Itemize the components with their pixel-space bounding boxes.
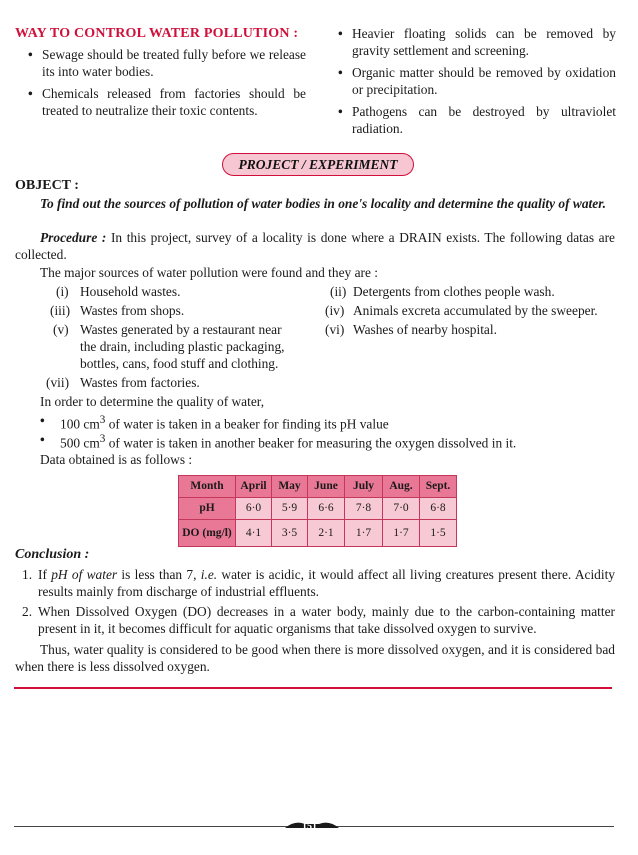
table-cell: 5·9 (272, 498, 308, 520)
table-cell: 6·6 (308, 498, 345, 520)
procedure-label: Procedure : (40, 230, 107, 245)
conclusion-summary: Thus, water quality is considered to be good when there is more dissolved oxygen, and it is considered bad when there is less dissolved oxygen. (15, 642, 615, 674)
table-cell: 2·1 (308, 520, 345, 547)
object-text: To find out the sources of pollution of water bodies in one's locality and determine the quality of water. (40, 196, 607, 211)
bullet-icon: • (40, 432, 45, 447)
table-header-cell: Month (179, 476, 236, 498)
table-header-cell: Sept. (420, 476, 457, 498)
section-heading-control-pollution: WAY TO CONTROL WATER POLLUTION : (15, 26, 299, 41)
table-cell: 3·5 (272, 520, 308, 547)
list-item-text: Wastes generated by a restaurant near the drain, including plastic packaging, bottles, cans, food stuff and clothing. (80, 322, 285, 371)
list-item: (iv) (325, 303, 345, 318)
table-row-label: pH (179, 498, 236, 520)
project-experiment-banner: PROJECT / EXPERIMENT (222, 153, 414, 176)
page-number: 151 (302, 821, 317, 832)
list-item: (ii) (330, 284, 347, 299)
table-header-cell: April (236, 476, 272, 498)
table-cell: 4·1 (236, 520, 272, 547)
sources-intro: The major sources of water pollution were found and they are : (40, 265, 378, 280)
footer-line-left (14, 826, 290, 827)
list-item: • 500 $cm^3$ of water is taken in another beaker for measuring the oxygen dissolved in it. (40, 432, 517, 451)
list-item: 1. If pH of water is less than 7, i.e. water is acidic, it would affect all living creatures present there. Acidity results mainly from discharge of industrial effluents. (22, 567, 615, 599)
bullet-icon: • (28, 47, 33, 62)
object-heading: OBJECT : (15, 178, 79, 193)
table-header-cell: May (272, 476, 308, 498)
list-item: • Pathogens can be destroyed by ultraviolet radiation. (338, 104, 616, 136)
data-intro: Data obtained is as follows : (40, 452, 193, 467)
bullet-icon: • (40, 413, 45, 428)
table-header-row (179, 476, 457, 498)
bullet-icon: • (338, 65, 343, 80)
table-cell: 7·8 (345, 498, 383, 520)
list-item: • Organic matter should be removed by oxidation or precipitation. (338, 65, 616, 97)
list-item-text: Detergents from clothes people wash. (353, 284, 555, 299)
list-item: (iii) (50, 303, 71, 318)
table-cell: 1·5 (420, 520, 457, 547)
table-row-label: DO (mg/l) (179, 520, 236, 547)
list-item-text: Wastes from factories. (80, 375, 200, 390)
list-item: (vi) (325, 322, 345, 337)
list-item: • 100 $cm^3$ of water is taken in a beaker for finding its pH value (40, 413, 389, 432)
table-row (179, 498, 457, 520)
table-row (179, 520, 457, 547)
list-item: • Sewage should be treated fully before we release its into water bodies. (28, 47, 306, 79)
quality-intro: In order to determine the quality of water, (40, 394, 265, 409)
table-cell: 1·7 (383, 520, 420, 547)
table-cell: 6·0 (236, 498, 272, 520)
list-item: 2. When Dissolved Oxygen (DO) decreases in a water body, mainly due to the carbon-containing matter present in it, it becomes difficult for aquatic organisms that take dissolved oxygen to survive. (22, 604, 615, 636)
bullet-icon: • (28, 86, 33, 101)
table-header-cell: June (308, 476, 345, 498)
list-item-text: Animals excreta accumulated by the sweeper. (353, 303, 598, 318)
list-item: • Heavier floating solids can be removed by gravity settlement and screening. (338, 26, 616, 58)
footer-line-right (332, 826, 614, 827)
water-quality-table (178, 475, 457, 547)
list-item: (vii) (46, 375, 70, 390)
list-item: • Chemicals released from factories should be treated to neutralize their toxic contents. (28, 86, 306, 118)
list-item: (v) (53, 322, 69, 337)
list-item-text: Household wastes. (80, 284, 181, 299)
list-item-text: Washes of nearby hospital. (353, 322, 497, 337)
bullet-icon: • (338, 26, 343, 41)
conclusion-heading: Conclusion : (15, 547, 90, 562)
bullet-icon: • (338, 104, 343, 119)
table-header-cell: July (345, 476, 383, 498)
table-cell: 1·7 (345, 520, 383, 547)
list-item: (i) (56, 284, 69, 299)
table-cell: 6·8 (420, 498, 457, 520)
table-cell: 7·0 (383, 498, 420, 520)
list-item-text: Wastes from shops. (80, 303, 185, 318)
table-header-cell: Aug. (383, 476, 420, 498)
divider (14, 687, 612, 689)
procedure-paragraph: Procedure : In this project, survey of a locality is done where a DRAIN exists. The following datas are collected. (15, 230, 615, 262)
